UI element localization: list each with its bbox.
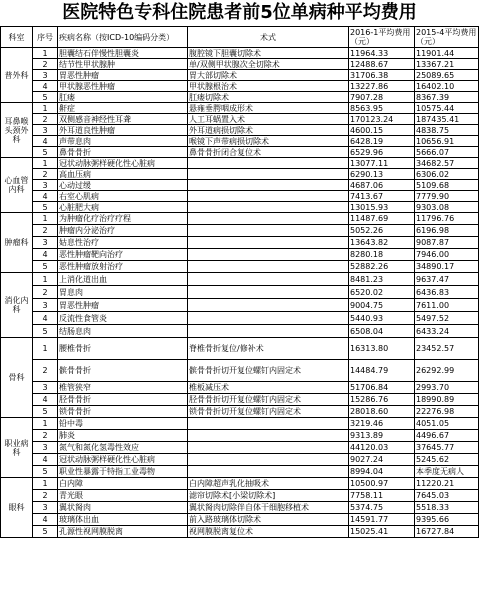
fee-2016-cell: 170123.24 (349, 114, 415, 125)
seq-cell: 1 (33, 338, 58, 360)
fee-2015-cell: 7611.00 (415, 299, 479, 312)
disease-cell: 反流性食管炎 (58, 312, 188, 325)
disease-cell: 右室心肌病 (58, 191, 188, 202)
fee-2015-cell: 22276.98 (415, 406, 479, 418)
seq-cell: 1 (33, 158, 58, 169)
fee-2016-cell: 5440.93 (349, 312, 415, 325)
operation-cell (188, 249, 349, 261)
seq-cell: 4 (33, 514, 58, 526)
disease-cell: 职业性暴露于特指工业毒物 (58, 466, 188, 478)
fee-2015-cell: 10656.91 (415, 136, 479, 147)
table-row (1, 59, 479, 70)
disease-cell: 玻璃体出血 (58, 514, 188, 526)
disease-cell: 姑息性治疗 (58, 237, 188, 249)
table-row (1, 478, 479, 490)
dept-cell: 骨科 (1, 338, 33, 418)
fee-2016-cell: 3219.46 (349, 418, 415, 430)
fee-2016-cell: 6529.96 (349, 147, 415, 158)
table-row (1, 325, 479, 338)
fee-2015-cell: 11796.76 (415, 213, 479, 225)
disease-cell: 白内障 (58, 478, 188, 490)
disease-cell: 冠状动脉粥样硬化性心脏病 (58, 454, 188, 466)
seq-cell: 2 (33, 430, 58, 442)
fee-2016-cell: 9313.89 (349, 430, 415, 442)
table-row (1, 526, 479, 538)
fee-2016-cell: 31706.38 (349, 70, 415, 81)
fee-2015-cell: 11901.44 (415, 48, 479, 59)
disease-cell: 锁骨骨折 (58, 406, 188, 418)
fee-2015-cell: 5245.62 (415, 454, 479, 466)
fee-2015-cell: 13367.21 (415, 59, 479, 70)
operation-cell (188, 237, 349, 249)
table-row (1, 213, 479, 225)
seq-cell: 2 (33, 360, 58, 382)
fee-2016-cell: 5052.26 (349, 225, 415, 237)
fee-2016-cell: 13643.82 (349, 237, 415, 249)
operation-cell: 人工耳蜗置入术 (188, 114, 349, 125)
disease-cell: 腰椎骨折 (58, 338, 188, 360)
fee-2015-cell: 18990.89 (415, 394, 479, 406)
disease-cell: 胃恶性肿瘤 (58, 299, 188, 312)
header-seq: 序号 (33, 27, 58, 48)
fee-2016-cell: 16313.80 (349, 338, 415, 360)
seq-cell: 3 (33, 237, 58, 249)
operation-cell (188, 418, 349, 430)
fee-2016-cell: 4600.15 (349, 125, 415, 136)
seq-cell: 2 (33, 59, 58, 70)
header-fee-2016: 2016-1平均费用（元） (349, 27, 415, 48)
dept-cell: 心血管内科 (1, 158, 33, 213)
fee-2016-cell: 7907.28 (349, 92, 415, 103)
table-row (1, 103, 479, 114)
seq-cell: 5 (33, 202, 58, 213)
dept-cell: 肿瘤科 (1, 213, 33, 273)
fee-2016-cell: 14484.79 (349, 360, 415, 382)
seq-cell: 5 (33, 406, 58, 418)
table-row (1, 338, 479, 360)
operation-cell (188, 180, 349, 191)
disease-cell: 甲状腺恶性肿瘤 (58, 81, 188, 92)
disease-cell: 鼾症 (58, 103, 188, 114)
fee-2015-cell: 5518.33 (415, 502, 479, 514)
table-row (1, 180, 479, 191)
seq-cell: 4 (33, 249, 58, 261)
fee-2016-cell: 11487.69 (349, 213, 415, 225)
disease-cell: 翼状胬肉 (58, 502, 188, 514)
table-row (1, 394, 479, 406)
operation-cell (188, 213, 349, 225)
operation-cell (188, 454, 349, 466)
seq-cell: 4 (33, 312, 58, 325)
table-row (1, 502, 479, 514)
operation-cell: 腹腔镜下胆囊切除术 (188, 48, 349, 59)
fee-2015-cell: 10575.44 (415, 103, 479, 114)
disease-cell: 为肿瘤化疗治疗疗程 (58, 213, 188, 225)
seq-cell: 5 (33, 261, 58, 273)
fee-table (0, 26, 479, 538)
fee-2015-cell: 7779.90 (415, 191, 479, 202)
operation-cell (188, 312, 349, 325)
table-row (1, 442, 479, 454)
operation-cell: 锁骨骨折切开复位螺钉内固定术 (188, 406, 349, 418)
table-row (1, 418, 479, 430)
disease-cell: 高血压病 (58, 169, 188, 180)
table-row (1, 202, 479, 213)
disease-cell: 外耳道良性肿瘤 (58, 125, 188, 136)
seq-cell: 1 (33, 48, 58, 59)
seq-cell: 1 (33, 213, 58, 225)
disease-cell: 冠状动脉粥样硬化性心脏病 (58, 158, 188, 169)
fee-2016-cell: 15025.41 (349, 526, 415, 538)
operation-cell: 翼状胬肉切除伴自体干细胞移植术 (188, 502, 349, 514)
fee-2015-cell: 34682.57 (415, 158, 479, 169)
report-title: 医院特色专科住院患者前5位单病种平均费用 (62, 2, 417, 23)
seq-cell: 5 (33, 526, 58, 538)
fee-2015-cell: 37645.77 (415, 442, 479, 454)
seq-cell: 5 (33, 147, 58, 158)
fee-2015-cell: 5109.68 (415, 180, 479, 191)
table-row (1, 312, 479, 325)
table-row (1, 237, 479, 249)
operation-cell: 喉镜下声带病损切除术 (188, 136, 349, 147)
table-row (1, 191, 479, 202)
fee-2015-cell: 6306.02 (415, 169, 479, 180)
operation-cell (188, 299, 349, 312)
fee-2015-cell: 9637.47 (415, 273, 479, 286)
fee-2016-cell: 14591.77 (349, 514, 415, 526)
fee-2015-cell: 16727.84 (415, 526, 479, 538)
table-row (1, 136, 479, 147)
operation-cell: 白内障超声乳化抽吸术 (188, 478, 349, 490)
disease-cell: 铅中毒 (58, 418, 188, 430)
dept-cell: 普外科 (1, 48, 33, 103)
operation-cell (188, 225, 349, 237)
disease-cell: 上消化道出血 (58, 273, 188, 286)
fee-2015-cell: 5666.07 (415, 147, 479, 158)
table-row (1, 70, 479, 81)
operation-cell (188, 325, 349, 338)
table-row (1, 273, 479, 286)
operation-cell (188, 261, 349, 273)
table-row (1, 125, 479, 136)
operation-cell: 前入路玻璃体切除术 (188, 514, 349, 526)
fee-2016-cell: 5374.75 (349, 502, 415, 514)
fee-2015-cell: 7645.03 (415, 490, 479, 502)
fee-2015-cell: 34890.17 (415, 261, 479, 273)
disease-cell: 胃恶性肿瘤 (58, 70, 188, 81)
disease-cell: 髌骨骨折 (58, 360, 188, 382)
fee-2015-cell: 9395.66 (415, 514, 479, 526)
operation-cell: 悬雍垂腭咽成形术 (188, 103, 349, 114)
fee-2016-cell: 28018.60 (349, 406, 415, 418)
operation-cell: 髌骨骨折切开复位螺钉内固定术 (188, 360, 349, 382)
seq-cell: 1 (33, 103, 58, 114)
disease-cell: 肿瘤内分泌治疗 (58, 225, 188, 237)
disease-cell: 心脏肥大病 (58, 202, 188, 213)
disease-cell: 双侧感音神经性耳聋 (58, 114, 188, 125)
fee-2016-cell: 6290.13 (349, 169, 415, 180)
fee-2016-cell: 8280.18 (349, 249, 415, 261)
fee-2015-cell: 4496.67 (415, 430, 479, 442)
disease-cell: 胃息肉 (58, 286, 188, 299)
disease-cell: 胆囊结石伴慢性胆囊炎 (58, 48, 188, 59)
fee-2015-cell: 11220.21 (415, 478, 479, 490)
dept-cell: 消化内科 (1, 273, 33, 338)
seq-cell: 2 (33, 490, 58, 502)
operation-cell (188, 273, 349, 286)
fee-2015-cell: 4838.75 (415, 125, 479, 136)
seq-cell: 5 (33, 325, 58, 338)
seq-cell: 4 (33, 454, 58, 466)
disease-cell: 声带息肉 (58, 136, 188, 147)
table-row (1, 382, 479, 394)
fee-2015-cell: 23452.57 (415, 338, 479, 360)
fee-2015-cell: 4051.05 (415, 418, 479, 430)
operation-cell (188, 191, 349, 202)
fee-2015-cell: 9087.87 (415, 237, 479, 249)
seq-cell: 4 (33, 191, 58, 202)
table-row (1, 147, 479, 158)
fee-2015-cell: 7946.00 (415, 249, 479, 261)
seq-cell: 4 (33, 394, 58, 406)
seq-cell: 3 (33, 382, 58, 394)
operation-cell: 胃大部切除术 (188, 70, 349, 81)
fee-2015-cell: 8367.39 (415, 92, 479, 103)
table-row (1, 454, 479, 466)
table-row (1, 48, 479, 59)
disease-cell: 胫骨骨折 (58, 394, 188, 406)
table-row (1, 299, 479, 312)
operation-cell (188, 158, 349, 169)
header-disease: 疾病名称（按ICD-10编码分类） (58, 27, 188, 48)
fee-2016-cell: 4687.06 (349, 180, 415, 191)
operation-cell: 鼻骨骨折闭合复位术 (188, 147, 349, 158)
fee-2015-cell: 16402.10 (415, 81, 479, 92)
disease-cell: 恶性肿瘤靶向治疗 (58, 249, 188, 261)
fee-2016-cell: 7758.11 (349, 490, 415, 502)
fee-2016-cell: 51706.84 (349, 382, 415, 394)
fee-2016-cell: 8563.95 (349, 103, 415, 114)
operation-cell: 滤帘切除术[小梁切除术] (188, 490, 349, 502)
table-row (1, 114, 479, 125)
fee-2016-cell: 7413.67 (349, 191, 415, 202)
operation-cell: 肛瘘切除术 (188, 92, 349, 103)
fee-2016-cell: 52882.26 (349, 261, 415, 273)
table-row (1, 81, 479, 92)
seq-cell: 5 (33, 466, 58, 478)
header-fee-2015: 2015-4平均费用（元） (415, 27, 479, 48)
fee-2015-cell: 9303.08 (415, 202, 479, 213)
operation-cell (188, 169, 349, 180)
operation-cell: 单/双侧甲状腺次全切除术 (188, 59, 349, 70)
fee-2016-cell: 8481.23 (349, 273, 415, 286)
header-dept: 科室 (1, 27, 33, 48)
fee-2016-cell: 15286.76 (349, 394, 415, 406)
disease-cell: 孔源性视网膜脱离 (58, 526, 188, 538)
fee-2015-cell: 本季度无病人 (415, 466, 479, 478)
disease-cell: 结节性甲状腺肿 (58, 59, 188, 70)
disease-cell: 结肠息肉 (58, 325, 188, 338)
fee-2016-cell: 6508.04 (349, 325, 415, 338)
seq-cell: 4 (33, 136, 58, 147)
seq-cell: 3 (33, 502, 58, 514)
seq-cell: 2 (33, 114, 58, 125)
dept-cell: 职业病科 (1, 418, 33, 478)
dept-cell: 耳鼻喉头颈外科 (1, 103, 33, 158)
fee-2015-cell: 6433.24 (415, 325, 479, 338)
disease-cell: 青光眼 (58, 490, 188, 502)
fee-2016-cell: 13077.11 (349, 158, 415, 169)
disease-cell: 椎管狭窄 (58, 382, 188, 394)
operation-cell: 外耳道病损切除术 (188, 125, 349, 136)
disease-cell: 恶性肿瘤放射治疗 (58, 261, 188, 273)
table-row (1, 286, 479, 299)
dept-cell: 眼科 (1, 478, 33, 538)
operation-cell (188, 442, 349, 454)
operation-cell: 椎板减压术 (188, 382, 349, 394)
table-row (1, 406, 479, 418)
header-row (1, 27, 479, 48)
table-row (1, 92, 479, 103)
operation-cell: 胫骨骨折切开复位螺钉内固定术 (188, 394, 349, 406)
fee-2016-cell: 6520.02 (349, 286, 415, 299)
fee-2015-cell: 6436.83 (415, 286, 479, 299)
fee-2016-cell: 10500.97 (349, 478, 415, 490)
operation-cell: 视网膜脱离复位术 (188, 526, 349, 538)
seq-cell: 5 (33, 92, 58, 103)
seq-cell: 3 (33, 299, 58, 312)
operation-cell: 脊椎骨折复位/修补术 (188, 338, 349, 360)
table-row (1, 514, 479, 526)
table-row (1, 430, 479, 442)
fee-2016-cell: 12488.67 (349, 59, 415, 70)
fee-2015-cell: 2993.70 (415, 382, 479, 394)
disease-cell: 氮气和氮化氢毒性效应 (58, 442, 188, 454)
table-row (1, 466, 479, 478)
operation-cell (188, 430, 349, 442)
disease-cell: 肺炎 (58, 430, 188, 442)
fee-2015-cell: 187435.41 (415, 114, 479, 125)
fee-2016-cell: 6428.19 (349, 136, 415, 147)
operation-cell (188, 202, 349, 213)
fee-2016-cell: 13015.93 (349, 202, 415, 213)
table-row (1, 490, 479, 502)
operation-cell: 甲状腺根治术 (188, 81, 349, 92)
fee-2016-cell: 9027.24 (349, 454, 415, 466)
table-row (1, 360, 479, 382)
disease-cell: 鼻骨骨折 (58, 147, 188, 158)
seq-cell: 1 (33, 418, 58, 430)
table-row (1, 158, 479, 169)
seq-cell: 3 (33, 180, 58, 191)
seq-cell: 1 (33, 478, 58, 490)
fee-2015-cell: 26292.99 (415, 360, 479, 382)
fee-2016-cell: 8994.04 (349, 466, 415, 478)
header-operation: 术式 (188, 27, 349, 48)
disease-cell: 心动过缓 (58, 180, 188, 191)
seq-cell: 3 (33, 70, 58, 81)
seq-cell: 1 (33, 273, 58, 286)
fee-2016-cell: 13227.86 (349, 81, 415, 92)
table-row (1, 169, 479, 180)
seq-cell: 3 (33, 442, 58, 454)
seq-cell: 4 (33, 81, 58, 92)
seq-cell: 2 (33, 286, 58, 299)
fee-2015-cell: 5497.52 (415, 312, 479, 325)
operation-cell (188, 466, 349, 478)
fee-2016-cell: 44120.03 (349, 442, 415, 454)
seq-cell: 2 (33, 225, 58, 237)
fee-2016-cell: 11964.33 (349, 48, 415, 59)
seq-cell: 3 (33, 125, 58, 136)
fee-2016-cell: 9004.75 (349, 299, 415, 312)
operation-cell (188, 286, 349, 299)
seq-cell: 2 (33, 169, 58, 180)
table-row (1, 261, 479, 273)
table-row (1, 225, 479, 237)
fee-2015-cell: 6196.98 (415, 225, 479, 237)
disease-cell: 肛瘘 (58, 92, 188, 103)
table-row (1, 249, 479, 261)
table-body (1, 48, 479, 538)
fee-2015-cell: 25089.65 (415, 70, 479, 81)
